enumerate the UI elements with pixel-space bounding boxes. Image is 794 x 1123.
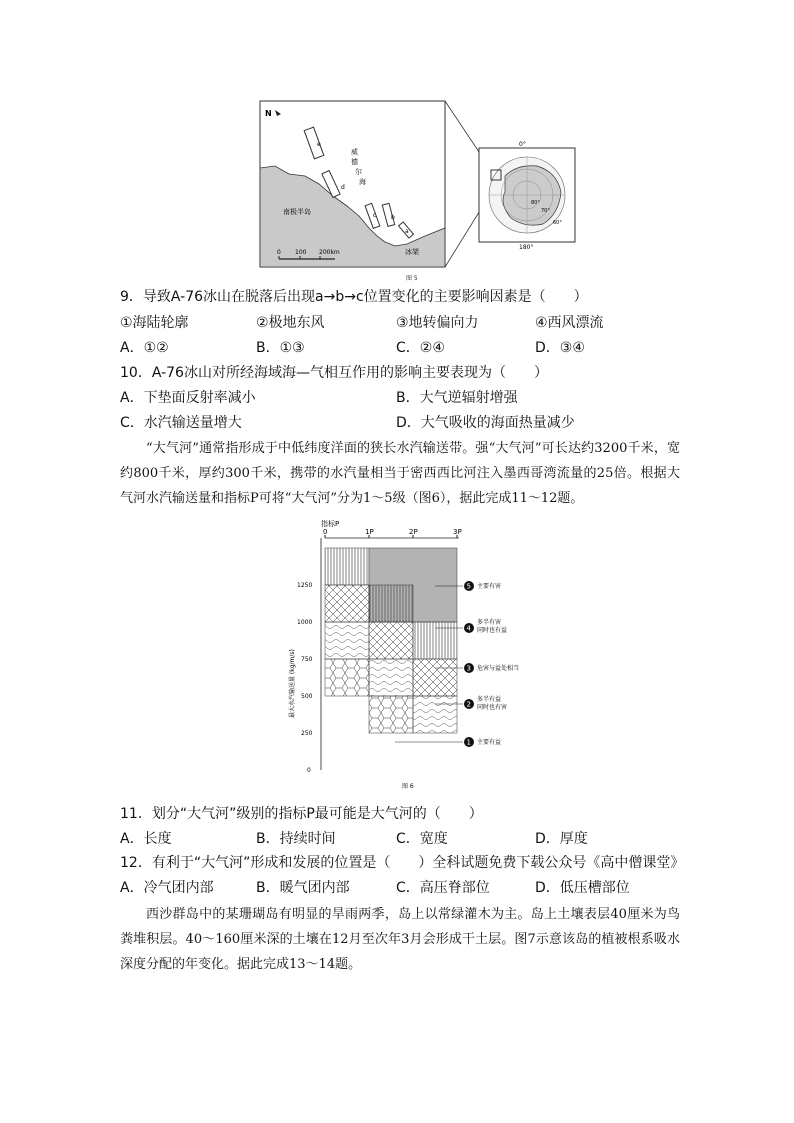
y-tick-250: 250 (301, 730, 313, 737)
figure-6-chart (285, 518, 525, 793)
q12-option-b[interactable]: B．暖气团内部 (256, 880, 350, 896)
region-grade-1-left (325, 659, 369, 696)
inset-lat1: 80° (531, 200, 540, 206)
q9-stem: 9．导致A-76冰山在脱落后出现a→b→c位置变化的主要影响因素是（ ） (120, 289, 588, 305)
inset-lat2: 70° (541, 208, 550, 214)
q9-item-1: ①海陆轮廓 (120, 315, 189, 331)
q9-item-2: ②极地东风 (256, 315, 325, 331)
scale-100: 100 (295, 249, 307, 256)
region-grade-2-left (325, 622, 369, 659)
peninsula-label: 南极半岛 (283, 208, 311, 216)
legend-text-3: 危害与益处相当 (477, 665, 520, 672)
legend-text-4b: 同时也有益 (477, 627, 508, 634)
region-grade-4-top (325, 548, 369, 585)
region-grade-2-right (413, 696, 457, 733)
q9-option-d[interactable]: D．③④ (535, 340, 585, 356)
legend-num-2: 2 (466, 700, 471, 709)
inset-bottom-label: 180° (519, 244, 534, 251)
q10-option-b[interactable]: B．大气逆辐射增强 (396, 390, 518, 406)
y-tick-1250: 1250 (297, 582, 313, 589)
legend-num-1: 1 (466, 738, 471, 747)
region-grade-4-mid (369, 585, 413, 622)
q9-item-3: ③地转偏向力 (396, 315, 479, 331)
q10-option-d[interactable]: D．大气吸收的海面热量减少 (396, 415, 575, 431)
north-label: N (265, 109, 272, 118)
sea-char-1: 威 (351, 148, 358, 156)
region-grade-4-right (413, 622, 457, 659)
scale-0: 0 (277, 249, 281, 256)
q11-stem: 11．划分“大气河”级别的指标P最可能是大气河的（ ） (120, 806, 483, 822)
legend-text-4a: 多半有害 (477, 619, 502, 626)
legend-num-5: 5 (466, 582, 471, 591)
legend-text-5: 主要有害 (477, 583, 502, 590)
x-tick-0: 0 (323, 528, 328, 536)
y-tick-0: 0 (307, 767, 311, 774)
q10-stem: 10．A-76冰山对所经海域海—气相互作用的影响主要表现为（ ） (120, 365, 548, 381)
label-b: b (391, 214, 395, 221)
inset-lat3: 60° (553, 220, 562, 226)
region-grade-2-mid (369, 659, 413, 696)
sea-char-2: 德 (351, 158, 358, 166)
q10-option-a[interactable]: A．下垫面反射率减小 (120, 390, 256, 406)
q11-option-a[interactable]: A．长度 (120, 831, 172, 847)
ice-shelf-label: 冰架 (405, 248, 419, 256)
region-grade-1-right (369, 696, 413, 733)
scale-200: 200km (319, 249, 340, 256)
reading-passage-2: 西沙群岛中的某珊瑚岛有明显的旱雨两季，岛上以常绿灌木为主。岛上土壤表层40厘米为鸟粪堆积层。40～160厘米深的土壤在12月至次年3月会形成干土层。图7示意该岛的植被根系吸水深度分配的年变化。据此完成13～14题。 (120, 907, 680, 972)
legend-num-3: 3 (466, 664, 471, 673)
y-tick-500: 500 (301, 693, 313, 700)
q9-option-a[interactable]: A．①② (120, 340, 169, 356)
q12-option-d[interactable]: D．低压槽部位 (535, 880, 630, 896)
y-tick-750: 750 (301, 656, 313, 663)
reading-passage-1: “大气河”通常指形成于中低纬度洋面的狭长水汽输送带。强“大气河”可长达约3200千米，宽约800千米，厚约300千米，携带的水汽量相当于密西西比河注入墨西哥湾流量的25倍。根据大气河水汽输送量和指标P可将“大气河”分为1～5级（图6），据此完成11～12题。 (120, 441, 680, 506)
x-tick-2: 2P (409, 528, 418, 536)
q10-option-c[interactable]: C．水汽输送量增大 (120, 415, 242, 431)
q9-item-4: ④西风漂流 (535, 315, 604, 331)
q12-stem: 12．有利于“大气河”形成和发展的位置是（ ）全科试题免费下载公众号《高中僧课堂》 (120, 855, 685, 871)
legend-text-1: 主要有益 (477, 739, 502, 746)
legend-text-2b: 同时也有害 (477, 704, 508, 711)
inset-top-label: 0° (519, 141, 526, 148)
label-d: d (341, 184, 345, 191)
x-axis-title: 指标P (321, 520, 340, 528)
x-tick-1: 1P (365, 528, 374, 536)
label-c: c (373, 212, 377, 219)
figure-5-caption: 图 5 (406, 275, 418, 282)
q11-option-c[interactable]: C．宽度 (396, 831, 448, 847)
q11-option-b[interactable]: B．持续时间 (256, 831, 336, 847)
region-grade-3-top (325, 585, 369, 622)
q11-option-d[interactable]: D．厚度 (535, 831, 588, 847)
region-grade-3-mid (369, 622, 413, 659)
q9-option-b[interactable]: B．①③ (256, 340, 305, 356)
legend-num-4: 4 (466, 624, 471, 633)
label-a: a (405, 228, 409, 235)
label-e: e (317, 141, 321, 148)
y-axis-title: 最大水汽输送量 (kg/m/s) (289, 649, 296, 718)
sea-char-3: 尔 (355, 168, 362, 176)
x-tick-3: 3P (453, 528, 462, 536)
y-tick-1000: 1000 (297, 619, 313, 626)
figure-5-map (255, 96, 585, 286)
q12-option-a[interactable]: A．冷气团内部 (120, 880, 214, 896)
q12-option-c[interactable]: C．高压脊部位 (396, 880, 490, 896)
legend-text-2a: 多半有益 (477, 696, 502, 703)
region-grade-3-right (413, 659, 457, 696)
sea-char-4: 海 (359, 178, 366, 186)
figure-6-caption: 图 6 (402, 783, 414, 790)
q9-option-c[interactable]: C．②④ (396, 340, 445, 356)
